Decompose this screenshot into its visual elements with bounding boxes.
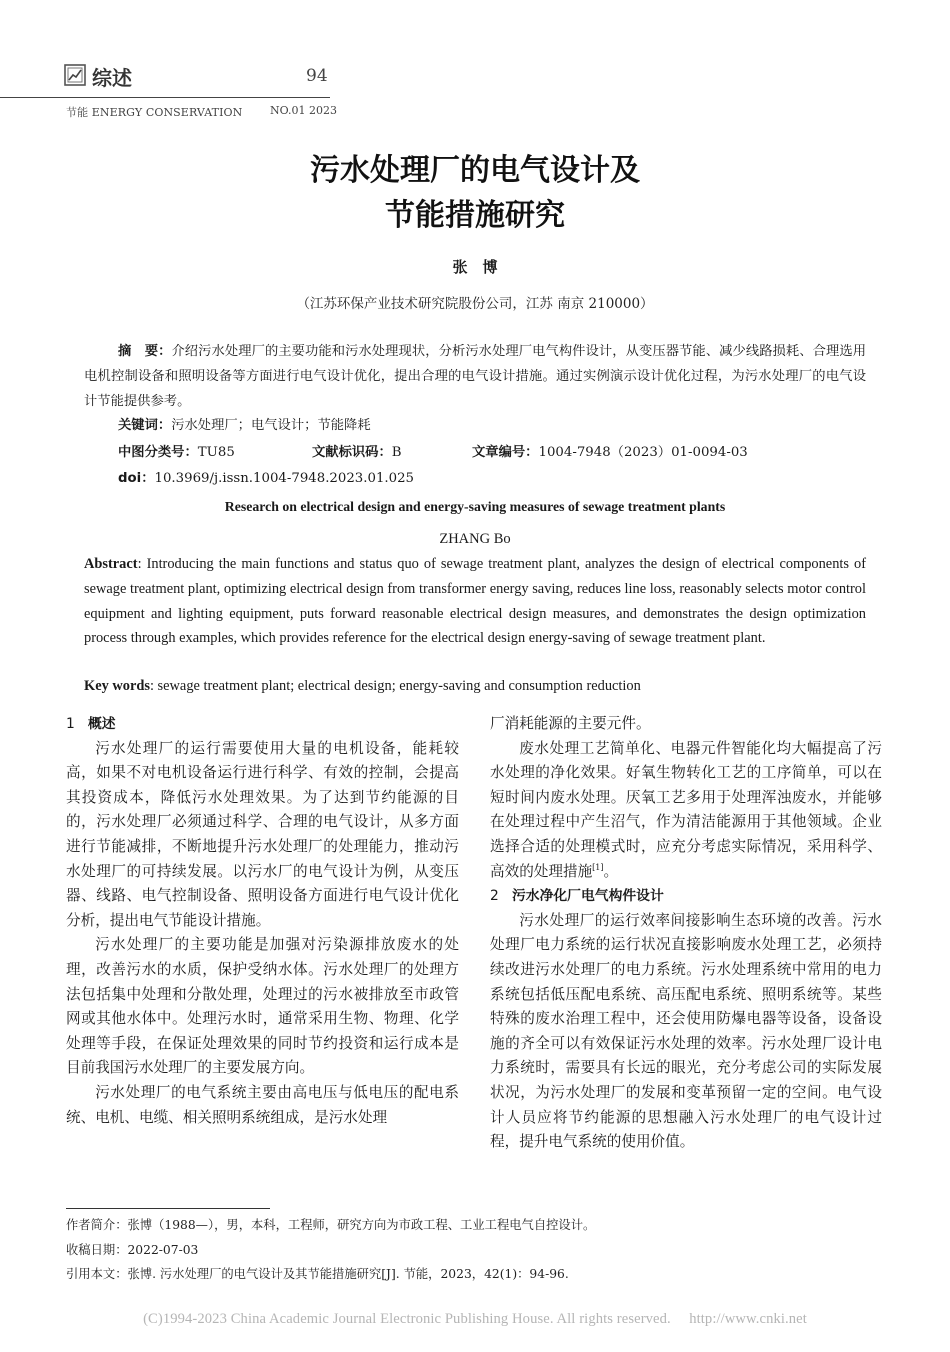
english-abstract-text: : Introducing the main functions and status quo of sewage treatment plant, analyzes the design of electrical components of sewage treatment plant, optimizing electrical design from transformer energy saving, reduces line loss, reasonably selects motor control equipment and lighting equipment, puts forward reasonable electrical design measures, and demonstrates the design optimization process through examples, which provides reference for the electrical design energy-saving of sewage treatment plant. (84, 556, 866, 647)
body-column-right (490, 712, 882, 1155)
section-title: 概述 (88, 716, 116, 732)
artno-value: 1004-7948（2023）01-0094-03 (538, 445, 748, 460)
doccode-value: B (391, 445, 402, 460)
paragraph: 污水处理厂的电气系统主要由高电压与低电压的配电系统、电机、电缆、相关照明系统组成，是污水处理 (66, 1083, 459, 1126)
paper-title-line-1: 污水处理厂的电气设计及 (310, 153, 640, 188)
keywords-cn-text: 污水处理厂；电气设计；节能降耗 (171, 418, 371, 433)
paragraph-text: 废水处理工艺简单化、电器元件智能化均大幅提高了污水处理的净化效果。好氧生物转化工艺的工序简单，可以在短时间内废水处理。厌氧工艺多用于处理浑浊废水，并能够在处理过程中产生沼气，作为清洁能源用于其他领域。企业选择合适的处理模式时，应充分考虑实际情况，采用科学、高效的处理措施 (490, 739, 882, 880)
section-title: 污水净化厂电气构件设计 (512, 888, 664, 905)
doi-label: doi： (118, 471, 155, 486)
paragraph: 污水处理厂的运行需要使用大量的电机设备，能耗较高，如果不对电机设备运行进行科学、有效的控制，会提高其投资成本，降低污水处理效果。为了达到节约能源的目的，污水处理厂必须通过科学、合理的电气设计，从多方面进行节能减排，不断地提升污水处理厂的处理能力，推动污水处理厂的可持续发展。以污水厂的电气设计为例，从变压器、线路、电气控制设备、照明设备方面进行电气设计优化分析，提出电气节能设计措施。 (66, 739, 459, 929)
section-label: 综述 (92, 66, 132, 90)
clc-number (118, 441, 235, 460)
chart-icon (64, 64, 86, 86)
clc-value: TU85 (197, 445, 235, 460)
footnote-divider (66, 1208, 270, 1209)
doccode-label: 文献标识码： (312, 445, 392, 460)
received-date: 收稿日期：2022-07-03 (66, 1243, 199, 1257)
keywords-cn (118, 414, 371, 433)
abstract-cn-text: 介绍污水处理厂的主要功能和污水处理现状，分析污水处理厂电气构件设计，从变压器节能、减少线路损耗、合理选用电机控制设备和照明设备等方面进行电气设计优化，提出合理的电气设计措施。通过实例演示设计优化过程，为污水处理厂的电气设计节能提供参考。 (84, 344, 867, 409)
doi-value: 10.3969/j.issn.1004-7948.2023.01.025 (154, 471, 415, 486)
affiliation: （江苏环保产业技术研究院股份公司，江苏 南京 210000） (296, 296, 654, 312)
section-heading-2 (490, 884, 882, 909)
artno-label: 文章编号： (472, 445, 539, 460)
body-column-left (66, 712, 459, 1130)
citation-format: 引用本文：张博. 污水处理厂的电气设计及其节能措施研究[J]. 节能，2023，42(1)：94-96. (66, 1267, 569, 1281)
journal-name: 节能 ENERGY CONSERVATION (66, 106, 243, 119)
paragraph: 污水处理厂的主要功能是加强对污染源排放废水的处理，改善污水的水质，保护受纳水体。污水处理厂的处理方法包括集中处理和分散处理，处理过的污水被排放至市政管网或其他水体中。处理污水时，通常采用生物、物理、化学处理等手段，在保证处理效果的同时节约投资和运行成本是目前我国污水处理厂的主要发展方向。 (66, 936, 459, 1077)
english-keywords-label: Key words (84, 678, 150, 694)
english-abstract-label: Abstract (84, 556, 138, 572)
citation-ref[interactable]: [1] (592, 862, 604, 872)
copyright-line: (C)1994-2023 China Academic Journal Electronic Publishing House. All rights reserved. http://www.cnki.net (143, 1311, 807, 1327)
paragraph (490, 737, 882, 885)
section-heading-1 (66, 712, 459, 737)
header-divider (0, 97, 330, 98)
doi (118, 467, 414, 486)
english-keywords-text: : sewage treatment plant; electrical design; energy-saving and consumption reduction (149, 678, 641, 694)
english-title: Research on electrical design and energy-saving measures of sewage treatment plants (224, 499, 726, 514)
abstract-cn (84, 339, 866, 414)
page-number: 94 (306, 66, 328, 86)
paragraph-continued: 厂消耗能源的主要元件。 (490, 715, 651, 732)
issue-number: NO.01 2023 (270, 104, 337, 117)
paper-title-line-2: 节能措施研究 (385, 198, 565, 233)
article-number (472, 441, 748, 460)
english-abstract (84, 552, 866, 651)
english-author: ZHANG Bo (439, 531, 511, 547)
author-name: 张 博 (452, 258, 498, 276)
english-keywords (84, 678, 641, 695)
paragraph-end: 。 (603, 862, 619, 880)
abstract-cn-label: 摘 要： (118, 344, 172, 359)
section-number: 1 (66, 716, 75, 732)
document-code (312, 441, 402, 460)
section-number: 2 (490, 888, 499, 905)
keywords-cn-label: 关键词： (118, 418, 172, 433)
paragraph: 污水处理厂的运行效率间接影响生态环境的改善。污水处理厂电力系统的运行状况直接影响废水处理工艺，必须持续改进污水处理厂的电力系统。污水处理系统中常用的电力系统包括低压配电系统、高压配电系统、照明系统等。某些特殊的废水治理工程中，还会使用防爆电器等设备，设备设施的齐全可以有效保证污水处理的效率。污水处理厂设计电力系统时，需要具有长远的眼光，充分考虑公司的实际发展状况，为污水处理厂的发展和变革预留一定的空间。电气设计人员应将节约能源的思想融入污水处理厂的电气设计过程，提升电气系统的使用价值。 (490, 911, 882, 1151)
clc-label: 中图分类号： (118, 445, 198, 460)
author-bio: 作者简介：张博（1988—），男，本科，工程师，研究方向为市政工程、工业工程电气自控设计。 (66, 1218, 596, 1232)
